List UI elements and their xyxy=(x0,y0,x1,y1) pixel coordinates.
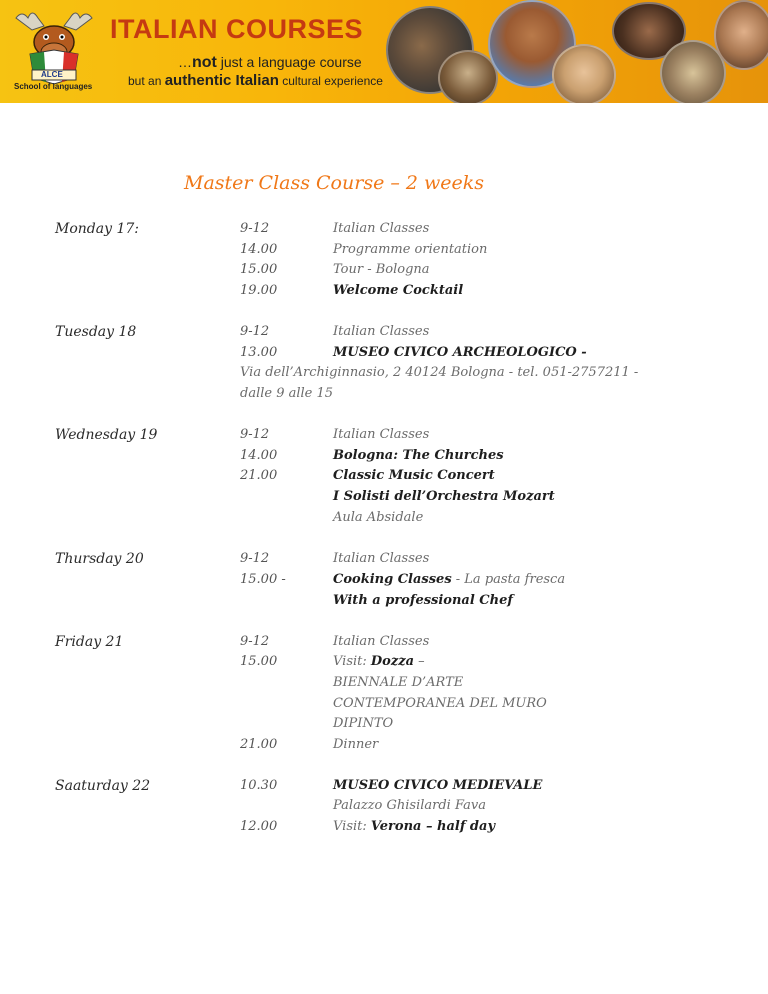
activity: Italian Classes xyxy=(333,551,430,566)
activity: BIENNALE D’ARTE xyxy=(333,675,464,690)
time-slot: 14.00 xyxy=(240,448,278,463)
time-slot: 12.00 xyxy=(240,819,278,834)
time-slot: 21.00 xyxy=(240,737,278,752)
time-slot: 19.00 xyxy=(240,283,278,298)
time-slot: 9-12 xyxy=(240,221,270,236)
time-slot: 9-12 xyxy=(240,551,270,566)
time-slot: 9-12 xyxy=(240,324,270,339)
activity: Visit: Verona – half day xyxy=(333,819,495,834)
activity: Italian Classes xyxy=(333,324,430,339)
logo-caption: School of languages xyxy=(14,82,93,91)
header-banner xyxy=(0,0,768,103)
activity: Italian Classes xyxy=(333,221,430,236)
activity: MUSEO CIVICO MEDIEVALE xyxy=(333,778,543,793)
time-slot: 10.30 xyxy=(240,778,278,793)
activity: Tour - Bologna xyxy=(333,262,430,277)
banner-title: ITALIAN COURSES xyxy=(110,14,364,44)
activity: I Solisti dell’Orchestra Mozart xyxy=(333,489,555,504)
photo-smiling-woman xyxy=(552,44,616,103)
activity: DIPINTO xyxy=(333,716,394,731)
day-wednesday: Wednesday 19 xyxy=(55,427,158,443)
photo-smiling-man xyxy=(714,0,768,70)
time-slot: 15.00 xyxy=(240,654,278,669)
time-slot: 21.00 xyxy=(240,468,278,483)
activity: Palazzo Ghisilardi Fava xyxy=(333,798,486,813)
activity: Aula Absidale xyxy=(333,510,424,525)
time-slot: 13.00 xyxy=(240,345,278,360)
activity: Bologna: The Churches xyxy=(333,448,504,463)
day-saturday: Saaturday 22 xyxy=(55,778,151,794)
activity: Dinner xyxy=(333,737,379,752)
logo-badge-text: ALCE xyxy=(41,70,63,79)
activity: Italian Classes xyxy=(333,427,430,442)
activity: Welcome Cocktail xyxy=(333,283,464,298)
activity: Classic Music Concert xyxy=(333,468,495,483)
day-thursday: Thursday 20 xyxy=(55,551,144,567)
time-slot: 9-12 xyxy=(240,634,270,649)
time-slot: 14.00 xyxy=(240,242,278,257)
day-monday: Monday 17: xyxy=(55,221,139,237)
museum-address: Via dell’Archiginnasio, 2 40124 Bologna - tel. 051-2757211 - dalle 9 alle 15 xyxy=(240,365,639,401)
activity: Programme orientation xyxy=(333,242,488,257)
activity: Cooking Classes - La pasta fresca xyxy=(333,572,566,587)
time-slot: 15.00 xyxy=(240,262,278,277)
day-tuesday: Tuesday 18 xyxy=(55,324,137,340)
activity: CONTEMPORANEA DEL MURO xyxy=(333,696,547,711)
activity: MUSEO CIVICO ARCHEOLOGICO - xyxy=(333,345,587,360)
photo-group-students xyxy=(438,50,498,103)
activity: Visit: Dozza – xyxy=(333,654,425,669)
banner-tagline-1: …not just a language course xyxy=(178,54,362,71)
banner-tagline-2: but an authentic Italian cultural experience xyxy=(128,72,383,89)
activity: With a professional Chef xyxy=(333,593,513,608)
day-friday: Friday 21 xyxy=(55,634,124,650)
page-title: Master Class Course – 2 weeks xyxy=(184,172,485,194)
time-slot: 15.00 - xyxy=(240,572,286,587)
time-slot: 9-12 xyxy=(240,427,270,442)
activity: Italian Classes xyxy=(333,634,430,649)
